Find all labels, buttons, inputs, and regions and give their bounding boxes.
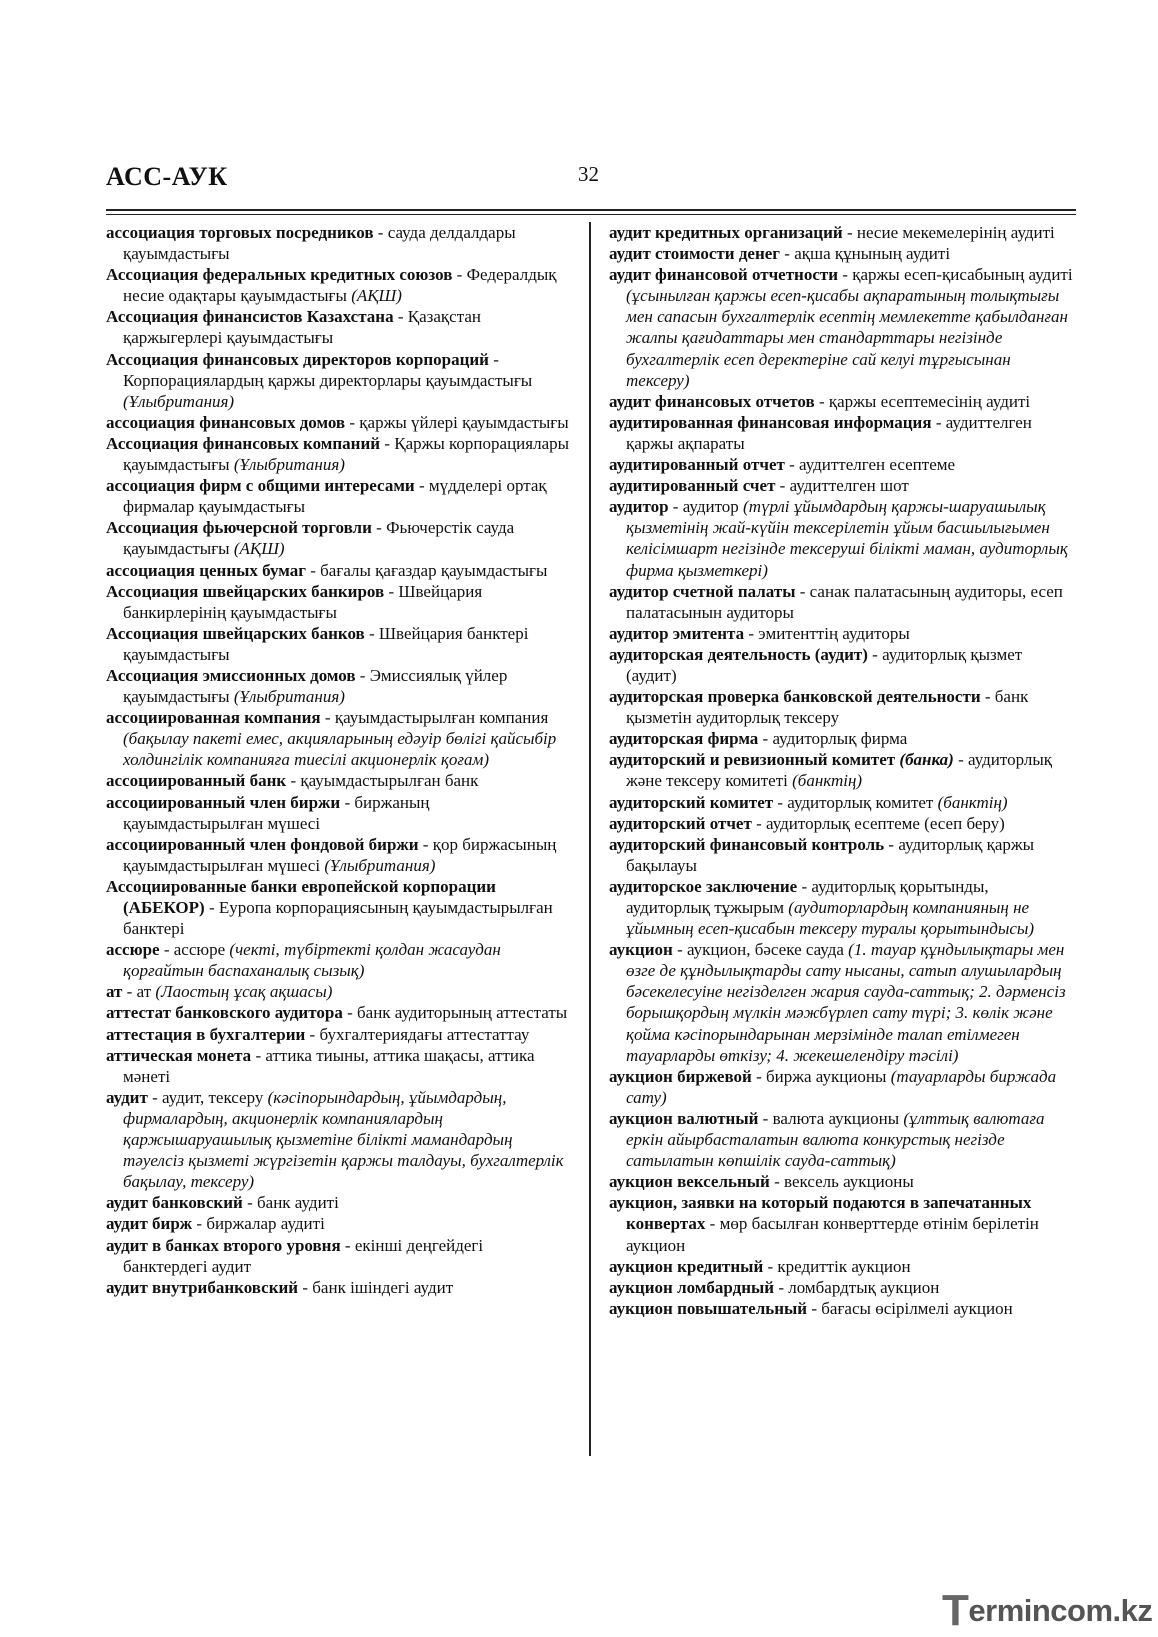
entry-translation: қауымдастырылған компания — [334, 708, 549, 728]
entry-separator: - — [159, 940, 174, 960]
header-title: АСС-АУК — [106, 162, 228, 191]
left-column — [106, 222, 570, 1298]
entry-translation: бухгалтериядағы аттестаттау — [319, 1024, 530, 1044]
entry-separator: - — [763, 1256, 778, 1276]
dictionary-entry — [106, 264, 570, 306]
entry-translation: ломбардтық аукцион — [788, 1277, 940, 1297]
dictionary-entry — [609, 813, 1076, 834]
entry-term: аудит стоимости денег — [609, 244, 781, 264]
entry-separator: - — [340, 1235, 355, 1255]
entry-separator: - — [452, 265, 467, 285]
entry-separator: - — [838, 265, 853, 285]
dictionary-entry — [609, 391, 1076, 412]
dictionary-entry — [106, 1192, 570, 1213]
entry-term: аудиторская фирма — [609, 729, 759, 749]
entry-separator: - — [867, 644, 883, 664]
entry-term: аудит бирж — [106, 1214, 193, 1234]
page-number: 32 — [578, 162, 599, 186]
entry-separator: - — [251, 1045, 266, 1065]
entry-separator: - — [931, 412, 946, 432]
entry-note: (аудиторлардың компанияның не ұйымның есеп-қисабын тексеру туралы қорытындысы) — [626, 898, 1035, 939]
entry-term: аудиторский отчет — [609, 813, 752, 833]
entry-separator: - — [340, 792, 355, 812]
entry-note: (банктің) — [792, 771, 863, 791]
entry-separator: - — [884, 834, 899, 854]
entry-term: аукцион валютный — [609, 1108, 759, 1128]
entry-separator: - — [393, 307, 408, 327]
entry-note: (Лаостың ұсақ ақшасы) — [155, 982, 333, 1002]
dictionary-entry — [609, 581, 1076, 623]
dictionary-entry — [609, 1298, 1076, 1319]
entry-translation: санак палатасының аудиторы, есеп палатасынын аудиторы — [626, 581, 1063, 622]
entry-term: аудиторская деятельность (аудит) — [609, 644, 868, 664]
entry-term: Ассоциация фьючерсной торговли — [106, 518, 372, 538]
entry-separator: - — [305, 560, 321, 580]
dictionary-entry — [106, 792, 570, 834]
entry-term: аукцион — [609, 940, 673, 960]
entry-note: (АҚШ) — [233, 539, 285, 559]
dictionary-entry — [609, 475, 1076, 496]
entry-separator: - — [769, 1172, 785, 1192]
entry-translation: несие мекемелерінің аудиті — [856, 223, 1055, 242]
dictionary-entry — [106, 581, 570, 623]
column-divider — [589, 222, 591, 1456]
entry-note: (ұсынылған қаржы есеп-қисабы ақпаратының толықтығы мен сапасын бухгалтерлік есептің мемлекетте қабылданған жалпы қағидаттары мен стандарттары негізінде бухгалтерлік есеп деректеріне сай келуі тұрғысынан тексеру) — [626, 286, 1068, 390]
entry-separator: - — [980, 687, 995, 707]
entry-term: аудитированная финансовая информация — [609, 412, 932, 432]
entry-translation: аудиторлық және тексеру комитеті — [626, 750, 1053, 791]
entry-separator: - — [345, 412, 360, 432]
entry-separator: - — [342, 1003, 357, 1023]
entry-separator: - — [668, 497, 683, 517]
entry-translation: вексель аукционы — [784, 1172, 914, 1192]
entry-translation: екінші деңгейдегі банктердегі аудит — [123, 1235, 484, 1276]
entry-term: ассоциированный член биржи — [106, 792, 341, 812]
site-watermark — [942, 1582, 1153, 1635]
entry-translation: Қазақстан қаржыгерлері қауымдастығы — [123, 307, 481, 348]
entry-translation: қаржы үйлері қауымдастығы — [359, 412, 569, 432]
entry-translation: Федералдық несие одақтары қауымдастығы — [123, 265, 557, 306]
entry-translation: эмитенттің аудиторы — [758, 623, 910, 643]
entry-separator: - — [758, 1108, 773, 1128]
dictionary-entry — [106, 475, 570, 517]
entry-translation: валюта аукционы — [772, 1108, 904, 1128]
entry-term: ассоциированная компания — [106, 708, 321, 728]
entry-translation: аудиттелген есептеме — [799, 455, 956, 475]
dictionary-entry — [106, 1045, 570, 1087]
entry-term: ат — [106, 982, 123, 1002]
entry-separator: - — [364, 623, 379, 643]
entry-term-note: (банка) — [899, 750, 954, 770]
entry-translation: Корпорациялардың қаржы директорлары қауымдастығы — [123, 370, 533, 390]
entry-separator: - — [418, 834, 433, 854]
dictionary-entry — [609, 686, 1076, 728]
entry-note: (Ұлыбритания) — [233, 455, 345, 475]
entry-separator: - — [286, 771, 301, 791]
entry-separator: - — [751, 1066, 766, 1086]
dictionary-entry — [106, 1002, 570, 1023]
right-column — [609, 222, 1076, 1319]
entry-separator: - — [705, 1214, 720, 1234]
entry-term: аукцион ломбардный — [609, 1277, 775, 1297]
entry-term: ассоциация финансовых домов — [106, 412, 346, 432]
entry-separator: - — [371, 518, 387, 538]
entry-term: ассоциация ценных бумаг — [106, 560, 306, 580]
entry-term: аукцион кредитный — [609, 1256, 764, 1276]
entry-term: аудит внутрибанковский — [106, 1277, 299, 1297]
entry-term: ассюре — [106, 940, 160, 960]
entry-term: ассоциация торговых посредников — [106, 223, 374, 242]
entry-term: аттестация в бухгалтерии — [106, 1024, 306, 1044]
entry-term: аудит банковский — [106, 1193, 243, 1213]
entry-term: аудит кредитных организаций — [609, 223, 843, 242]
entry-translation: аудиторлық есептеме (есеп беру) — [766, 813, 1005, 833]
entry-separator: - — [305, 1024, 320, 1044]
entry-term: аукцион вексельный — [609, 1172, 770, 1192]
dictionary-entry — [106, 876, 570, 939]
entry-separator: - — [298, 1277, 313, 1297]
entry-translation: аудиттелген қаржы ақпараты — [626, 412, 1032, 453]
entry-translation: аудитор — [682, 497, 744, 517]
entry-separator: - — [320, 708, 335, 728]
entry-translation: аудит, тексеру — [161, 1087, 268, 1107]
entry-separator: - — [384, 581, 399, 601]
entry-term: аукцион повышательный — [609, 1298, 808, 1318]
dictionary-entry — [609, 496, 1076, 580]
entry-separator: - — [380, 433, 395, 453]
entry-note: (1. тауар құндылықтары мен өзге де құндылықтарды сату нысаны, сатып алушылардың бәсекелесуіне негізделген жария сауда-саттық; 2. дәрменсіз борышқордың мүлкін мәжбүрлеп сату түрі; 3. көлік және қойма кәсіпорындарынан мерзімінде талап етілмеген тауарларды өткізу; 4. жекешелендіру тәсілі) — [626, 940, 1066, 1065]
dictionary-entry — [106, 1087, 570, 1192]
dictionary-entry — [106, 834, 570, 876]
dictionary-entry — [609, 749, 1076, 791]
entry-separator: - — [814, 391, 829, 411]
entry-separator: - — [147, 1087, 162, 1107]
entry-translation: аудиторлық қорытынды, аудиторлық тұжырым — [626, 876, 989, 917]
entry-translation: аукцион, бәсеке сауда — [687, 940, 849, 960]
entry-term: аудит — [106, 1087, 148, 1107]
entry-term: аттическая монета — [106, 1045, 252, 1065]
dictionary-entry — [106, 1277, 570, 1298]
dictionary-entry — [609, 222, 1076, 243]
entry-translation: аудиторлық қаржы бақылауы — [626, 834, 1035, 875]
entry-separator: - — [122, 982, 137, 1002]
dictionary-entry — [609, 728, 1076, 749]
entry-translation: биржаның қауымдастырылған мүшесі — [123, 792, 430, 833]
entry-translation: ақша құнының аудиті — [794, 244, 951, 264]
dictionary-entry — [609, 264, 1076, 391]
entry-note: (тауарларды биржада сату) — [626, 1066, 1057, 1107]
entry-term: аудиторский финансовый контроль — [609, 834, 885, 854]
entry-translation: мүдделері ортақ фирмалар қауымдастығы — [123, 476, 547, 517]
dictionary-entry — [106, 1235, 570, 1277]
entry-term: аудиторский комитет — [609, 792, 774, 812]
entry-note: (Ұлыбритания) — [123, 391, 235, 411]
entry-separator: - — [953, 750, 969, 770]
entry-separator: - — [414, 476, 429, 496]
entry-term: аудитированный отчет — [609, 455, 785, 475]
entry-term: аудит финансовых отчетов — [609, 391, 815, 411]
entry-translation: ассюре — [173, 940, 230, 960]
dictionary-entry — [609, 243, 1076, 264]
dictionary-entry — [106, 517, 570, 559]
entry-term: Ассоциация федеральных кредитных союзов — [106, 265, 453, 285]
dictionary-entry — [609, 454, 1076, 475]
entry-separator: - — [758, 729, 773, 749]
entry-note: (банктің) — [937, 792, 1008, 812]
entry-translation: банк қызметін аудиторлық тексеру — [626, 687, 1029, 728]
dictionary-entry — [106, 306, 570, 348]
entry-term: аудиторский и ревизионный комитет — [609, 750, 900, 770]
entry-term: ассоциированный член фондовой биржи — [106, 834, 419, 854]
dictionary-entry — [609, 1277, 1076, 1298]
entry-term: Ассоциация эмиссионных домов — [106, 665, 356, 685]
entry-translation: биржалар аудиті — [206, 1214, 325, 1234]
dictionary-entry — [609, 1108, 1076, 1171]
entry-note: (түрлі ұйымдардың қаржы-шаруашылық қызметінің жай-күйін тексерілетін ұйым басшылығымен келісімшарт негізінде тексеруші білікті маман, аудиторлық фирма қызметкері) — [626, 497, 1068, 580]
dictionary-entry — [106, 222, 570, 264]
watermark-text: ermincom.kz — [968, 1593, 1153, 1628]
dictionary-entry — [106, 623, 570, 665]
entry-translation: Қаржы корпорациялары қауымдастығы — [123, 433, 570, 475]
entry-separator: - — [774, 1277, 789, 1297]
dictionary-entry — [106, 707, 570, 770]
entry-separator: - — [192, 1214, 207, 1234]
entry-translation: бағасы өсірілмелі аукцион — [821, 1298, 1013, 1318]
entry-separator: - — [488, 349, 499, 369]
entry-translation: аудиторлық фирма — [772, 729, 908, 749]
entry-separator: - — [784, 455, 800, 475]
dictionary-entry — [609, 412, 1076, 454]
entry-translation: аудиторлық комитет — [787, 792, 938, 812]
page-header — [106, 160, 1076, 210]
dictionary-entry — [609, 834, 1076, 876]
dictionary-entry — [106, 770, 570, 791]
dictionary-entry — [106, 1024, 570, 1045]
dictionary-entry — [609, 792, 1076, 813]
entry-term: аудиторское заключение — [609, 876, 798, 896]
entry-term: ассоциация фирм с общими интересами — [106, 476, 415, 496]
entry-note: (ұлттық валютаға еркін айырбасталатын валюта конкурстық негізде сатылатын көпшілік сауда-саттық) — [626, 1108, 1045, 1171]
entry-translation: кредиттік аукцион — [777, 1256, 911, 1276]
dictionary-entry — [106, 433, 570, 475]
entry-translation: банк аудиті — [257, 1193, 339, 1213]
entry-separator: - — [751, 813, 767, 833]
entry-translation: биржа аукционы — [766, 1066, 891, 1086]
entry-term: аудитор — [609, 497, 669, 517]
entry-separator: - — [797, 876, 812, 896]
entry-term: Ассоциация финансистов Казахстана — [106, 307, 394, 327]
dictionary-entry — [106, 412, 570, 433]
entry-translation: аудиторлық қызмет (аудит) — [626, 644, 1023, 685]
entry-term: аттестат банковского аудитора — [106, 1003, 343, 1023]
entry-translation: ат — [136, 982, 156, 1002]
entry-term: Ассоциация финансовых директоров корпораций — [106, 349, 489, 369]
entry-separator: - — [242, 1193, 257, 1213]
entry-note: (Ұлыбритания) — [233, 687, 345, 707]
entry-separator: - — [780, 244, 795, 264]
dictionary-entry — [609, 644, 1076, 686]
entry-term: Ассоциированные банки европейской корпорации (АБЕКОР) — [106, 876, 496, 917]
entry-translation: сауда делдалдары қауымдастығы — [123, 223, 516, 264]
dictionary-entry — [609, 876, 1076, 939]
entry-separator: - — [373, 223, 388, 242]
watermark-lead: T — [942, 1586, 969, 1635]
entry-term: аудит в банках второго уровня — [106, 1235, 341, 1255]
entry-translation: қауымдастырылған банк — [300, 771, 479, 791]
dictionary-entry — [609, 623, 1076, 644]
dictionary-entry — [106, 349, 570, 412]
entry-translation: Еуропа корпорациясының қауымдастырылған банктері — [123, 898, 553, 939]
entry-separator: - — [744, 623, 759, 643]
dictionary-entry — [609, 1192, 1076, 1255]
dictionary-entry — [106, 560, 570, 581]
entry-translation: аудиттелген шот — [789, 476, 909, 496]
entry-term: аудитор счетной палаты — [609, 581, 796, 601]
entry-translation: Швейцария банкирлерінің қауымдастығы — [123, 581, 483, 622]
entry-separator: - — [775, 476, 790, 496]
dictionary-entry — [609, 1066, 1076, 1108]
dictionary-entry — [106, 665, 570, 707]
entry-separator: - — [204, 898, 219, 917]
entry-separator: - — [672, 940, 687, 960]
entry-translation: Швейцария банктері қауымдастығы — [123, 623, 529, 664]
entry-note: (Ұлыбритания) — [324, 855, 436, 875]
dictionary-entry — [609, 1171, 1076, 1192]
entry-note: (кәсіпорындардың, ұйымдардың, фирмалардың, акционерлік компаниялардың қаржышаруашылық қызметіне білікті мамандардың тәуелсіз қызметі жүргізетін қаржы талдауы, бухгалтерлік бақылау, тексеру) — [123, 1087, 564, 1192]
entry-translation: бағалы қағаздар қауымдастығы — [320, 560, 548, 580]
entry-term: Ассоциация финансовых компаний — [106, 433, 381, 453]
entry-translation: қаржы есептемесінің аудиті — [828, 391, 1031, 411]
entry-term: аукцион биржевой — [609, 1066, 752, 1086]
entry-term: Ассоциация швейцарских банкиров — [106, 581, 385, 601]
entry-term: аудитированный счет — [609, 476, 776, 496]
dictionary-entry — [106, 1213, 570, 1234]
entry-separator: - — [355, 665, 370, 685]
entry-term: аукцион, заявки на который подаются в запечатанных конвертах — [609, 1193, 1032, 1234]
entry-translation: қаржы есеп-қисабының аудиті — [852, 265, 1073, 285]
entry-translation: Эмиссиялық үйлер қауымдастығы — [123, 665, 508, 707]
dictionary-entry — [106, 981, 570, 1002]
entry-term: ассоциированный банк — [106, 771, 287, 791]
header-rule — [106, 209, 1076, 215]
entry-separator: - — [795, 581, 810, 601]
entry-translation: мөр басылған конверттерде өтінім берілетін аукцион — [626, 1214, 1039, 1255]
entry-separator: - — [807, 1298, 822, 1318]
entry-translation: банк аудиторының аттестаты — [357, 1003, 568, 1023]
dictionary-entry — [609, 1256, 1076, 1277]
entry-note: (АҚШ) — [351, 286, 402, 306]
dictionary-entry — [106, 939, 570, 981]
entry-term: Ассоциация швейцарских банков — [106, 623, 365, 643]
entry-term: аудиторская проверка банковской деятельности — [609, 687, 981, 707]
entry-note: (бақылау пакеті емес, акцияларының едәуір бөлігі қайсыбір холдингілік компанияға тиесілі акционерлік қоғам) — [123, 729, 557, 770]
entry-separator: - — [842, 223, 857, 242]
entry-separator: - — [773, 792, 788, 812]
entry-note: (чекті, түбіртекті қолдан жасаудан қорғайтын баспаханалық сызық) — [123, 940, 501, 981]
entry-translation: аттика тиыны, аттика шақасы, аттика мәнеті — [123, 1045, 535, 1086]
entry-translation: Фьючерстік сауда қауымдастығы — [123, 518, 515, 559]
entry-term: аудит финансовой отчетности — [609, 265, 839, 285]
entry-translation: қор биржасының қауымдастырылған мүшесі — [123, 834, 557, 875]
entry-translation: банк ішіндегі аудит — [312, 1277, 454, 1297]
dictionary-entry — [609, 939, 1076, 1066]
entry-term: аудитор эмитента — [609, 623, 745, 643]
